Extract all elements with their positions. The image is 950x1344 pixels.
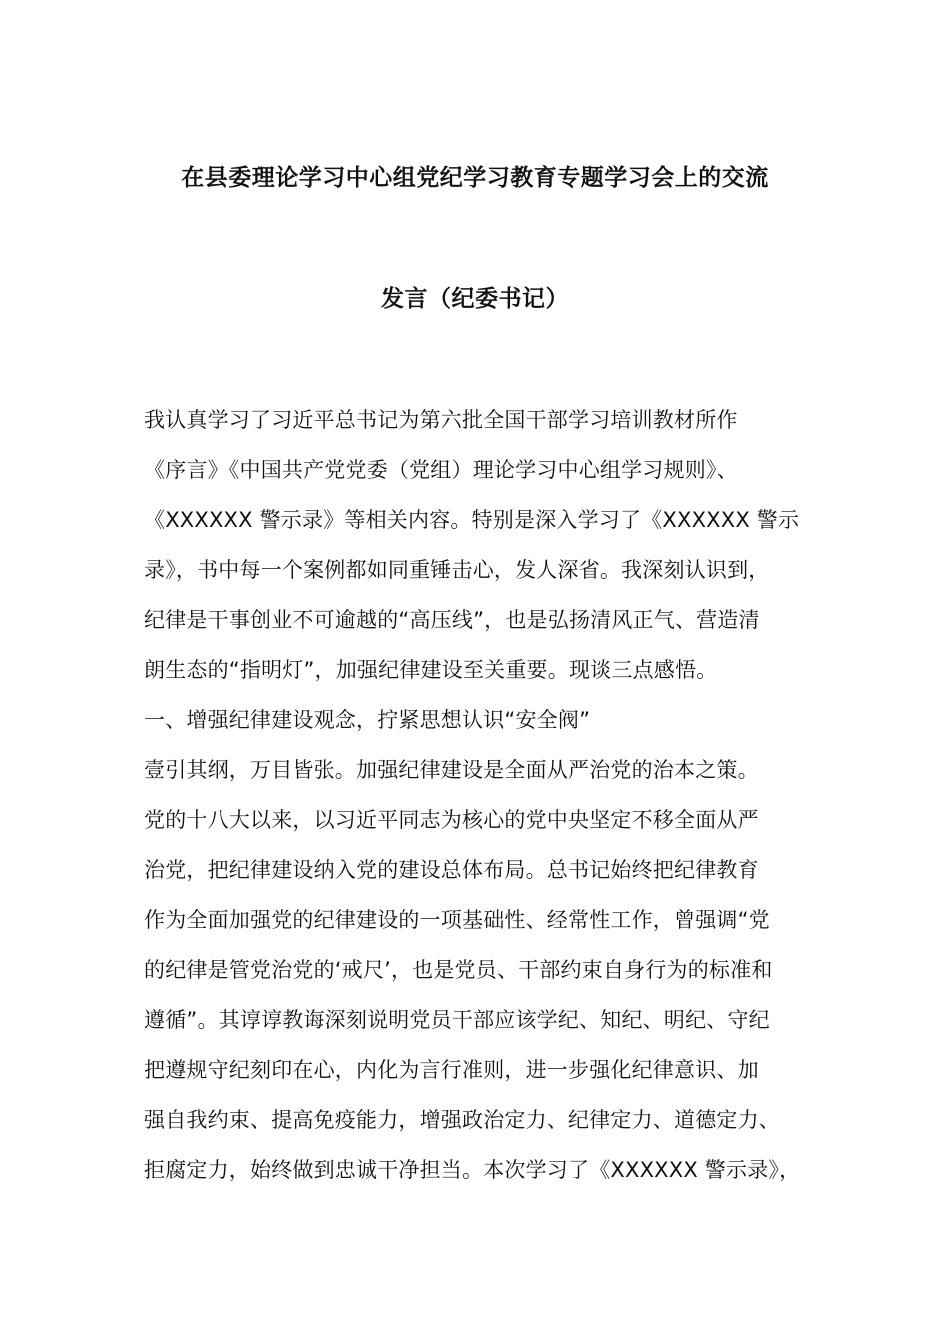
body-line: 纪律是干事创业不可逾越的“高压线”，也是弘扬清风正气、营造清 xyxy=(144,608,760,632)
document-title-line-1: 在县委理论学习中心组党纪学习教育专题学习会上的交流 xyxy=(181,165,769,191)
body-line: 《XXXXXX 警示录》等相关内容。特别是深入学习了《XXXXXX 警示 xyxy=(144,508,800,532)
body-line: 强自我约束、提高免疫能力，增强政治定力、纪律定力、道德定力、 xyxy=(144,1108,780,1132)
body-line: 的纪律是管党治党的‘戒尺’，也是党员、干部约束自身行为的标准和 xyxy=(144,958,773,982)
body-line: 党的十八大以来，以习近平同志为核心的党中央坚定不移全面从严 xyxy=(144,808,759,832)
section-heading: 一、增强纪律建设观念，拧紧思想认识“安全阀” xyxy=(144,708,591,732)
body-line: 录》，书中每一个案例都如同重锤击心，发人深省。我深刻认识到， xyxy=(144,558,770,582)
body-line: 拒腐定力，始终做到忠诚干净担当。本次学习了《XXXXXX 警示录》， xyxy=(144,1158,801,1182)
document-title-line-2: 发言（纪委书记） xyxy=(381,286,569,312)
body-line: 壹引其纲，万目皆张。加强纪律建设是全面从严治党的治本之策。 xyxy=(144,758,759,782)
body-line: 作为全面加强党的纪律建设的一项基础性、经常性工作，曾强调“党 xyxy=(144,908,770,932)
body-line: 朗生态的“指明灯”，加强纪律建设至关重要。现谈三点感悟。 xyxy=(144,658,718,682)
body-line: 治党，把纪律建设纳入党的建设总体布局。总书记始终把纪律教育 xyxy=(144,858,759,882)
body-line: 遵循”。其谆谆教诲深刻说明党员干部应该学纪、知纪、明纪、守纪 xyxy=(144,1008,770,1032)
body-line: 把遵规守纪刻印在心，内化为言行准则，进一步强化纪律意识、加 xyxy=(144,1058,759,1082)
body-line: 我认真学习了习近平总书记为第六批全国干部学习培训教材所作 xyxy=(144,408,738,432)
body-line: 《序言》《中国共产党党委（党组）理论学习中心组学习规则》、 xyxy=(144,458,738,482)
